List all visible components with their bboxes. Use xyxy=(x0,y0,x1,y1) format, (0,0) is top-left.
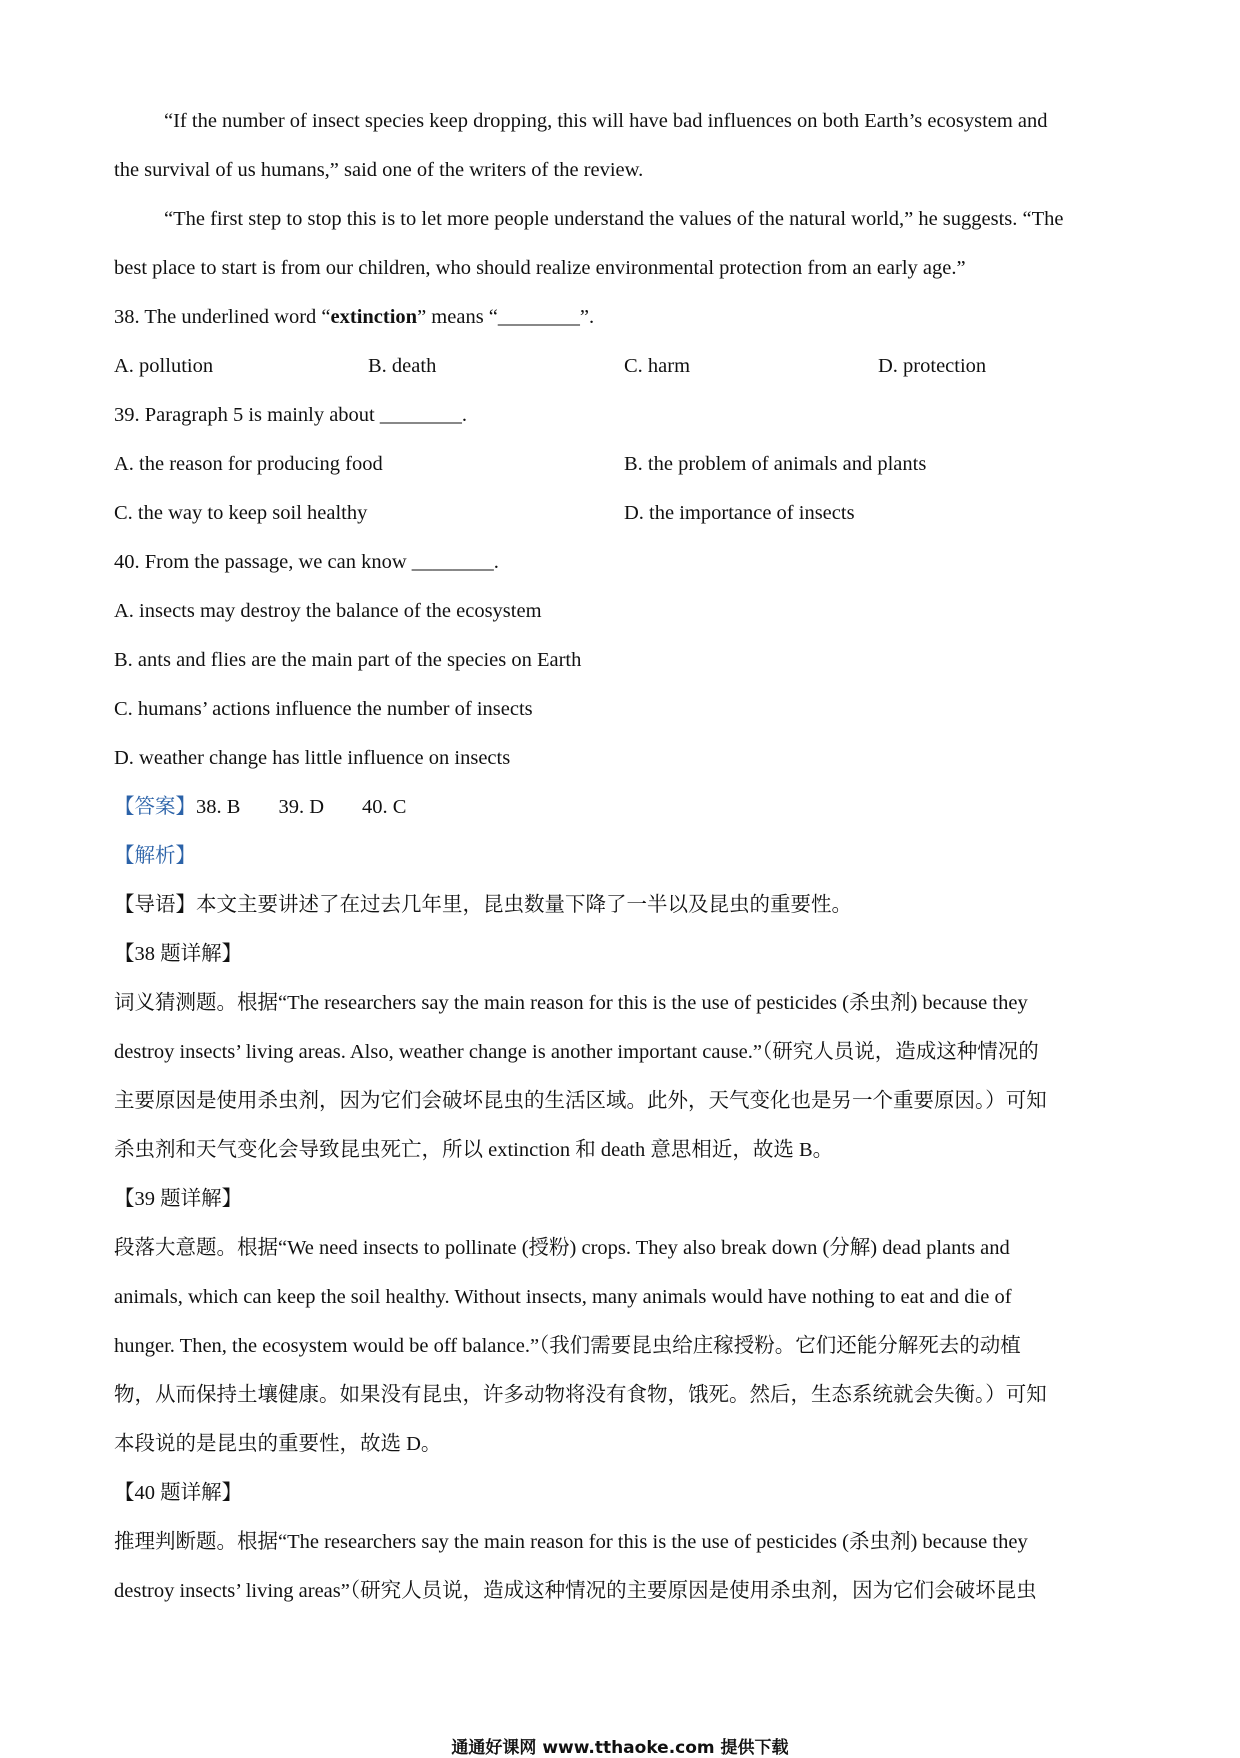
intro-label: 【导语】 xyxy=(114,894,196,916)
question-38-options xyxy=(114,342,1130,391)
answer-value: 38. B xyxy=(196,796,241,818)
document-body xyxy=(114,97,1130,1616)
quote-paragraph-line: the survival of us humans,” said one of the writers of the review. xyxy=(114,159,644,181)
intro-line xyxy=(114,881,1130,930)
question-39-options-row xyxy=(114,440,1130,489)
detail-40-line: 推理判断题。根据“The researchers say the main reason for this is the use of pesticides (杀虫剂) because they xyxy=(114,1531,1028,1553)
detail-38-line: 主要原因是使用杀虫剂，因为它们会破坏昆虫的生活区域。此外，天气变化也是另一个重要原因。）可知 xyxy=(114,1090,1047,1112)
detail-39-line: 段落大意题。根据“We need insects to pollinate (授粉) crops. They also break down (分解) dead plants and xyxy=(114,1237,1010,1259)
option-b: B. death xyxy=(368,355,437,377)
option-b: B. the problem of animals and plants xyxy=(624,453,927,475)
intro-text: 本文主要讲述了在过去几年里，昆虫数量下降了一半以及昆虫的重要性。 xyxy=(196,894,852,916)
question-39-options-row xyxy=(114,489,1130,538)
underlined-word: extinction xyxy=(330,306,418,328)
quote-paragraph-line: best place to start is from our children, who should realize environmental protection from an early age.” xyxy=(114,257,966,279)
detail-39-line: 本段说的是昆虫的重要性，故选 D。 xyxy=(114,1433,442,1455)
page-footer: 通通好课网 www.tthaoke.com 提供下载 xyxy=(451,1738,789,1758)
question-39-stem: 39. Paragraph 5 is mainly about ________. xyxy=(114,404,468,426)
option-a: A. pollution xyxy=(114,355,214,377)
detail-39-line: animals, which can keep the soil healthy. Without insects, many animals would have nothing to eat and die of xyxy=(114,1286,1012,1308)
option-c: C. the way to keep soil healthy xyxy=(114,502,368,524)
option-b: B. ants and flies are the main part of the species on Earth xyxy=(114,649,582,671)
question-38-stem-pre: 38. The underlined word “ xyxy=(114,306,331,328)
quote-paragraph-line: “The first step to stop this is to let more people understand the values of the natural world,” he suggests. “The xyxy=(164,208,1064,230)
option-d: D. protection xyxy=(878,355,987,377)
detail-38-label: 【38 题详解】 xyxy=(114,943,243,965)
answer-label: 【答案】 xyxy=(114,796,196,818)
option-a: A. the reason for producing food xyxy=(114,453,383,475)
question-40-stem: 40. From the passage, we can know ________. xyxy=(114,551,499,573)
option-d: D. weather change has little influence on insects xyxy=(114,747,511,769)
detail-38-line: 杀虫剂和天气变化会导致昆虫死亡，所以 extinction 和 death 意思相近，故选 B。 xyxy=(114,1139,834,1161)
detail-38-line: destroy insects’ living areas. Also, weather change is another important cause.”（研究人员说，造成这种情况的 xyxy=(114,1041,1039,1063)
option-c: C. humans’ actions influence the number of insects xyxy=(114,698,533,720)
detail-40-line: destroy insects’ living areas”（研究人员说，造成这种情况的主要原因是使用杀虫剂，因为它们会破坏昆虫 xyxy=(114,1580,1037,1602)
detail-40-label: 【40 题详解】 xyxy=(114,1482,243,1504)
answer-line xyxy=(114,783,1130,832)
answer-value: 39. D xyxy=(278,796,324,818)
analysis-label: 【解析】 xyxy=(114,845,196,867)
detail-39-line: hunger. Then, the ecosystem would be off balance.”（我们需要昆虫给庄稼授粉。它们还能分解死去的动植 xyxy=(114,1335,1021,1357)
option-d: D. the importance of insects xyxy=(624,502,855,524)
option-c: C. harm xyxy=(624,355,691,377)
detail-39-label: 【39 题详解】 xyxy=(114,1188,243,1210)
detail-39-line: 物，从而保持土壤健康。如果没有昆虫，许多动物将没有食物，饿死。然后，生态系统就会失衡。）可知 xyxy=(114,1384,1047,1406)
question-38-stem xyxy=(114,293,1130,342)
quote-paragraph-line: “If the number of insect species keep dropping, this will have bad influences on both Earth’s ecosystem and xyxy=(164,110,1048,132)
option-a: A. insects may destroy the balance of the ecosystem xyxy=(114,600,542,622)
detail-38-line: 词义猜测题。根据“The researchers say the main reason for this is the use of pesticides (杀虫剂) because they xyxy=(114,992,1028,1014)
question-38-stem-post: ” means “________”. xyxy=(417,306,595,328)
answer-value: 40. C xyxy=(362,796,407,818)
